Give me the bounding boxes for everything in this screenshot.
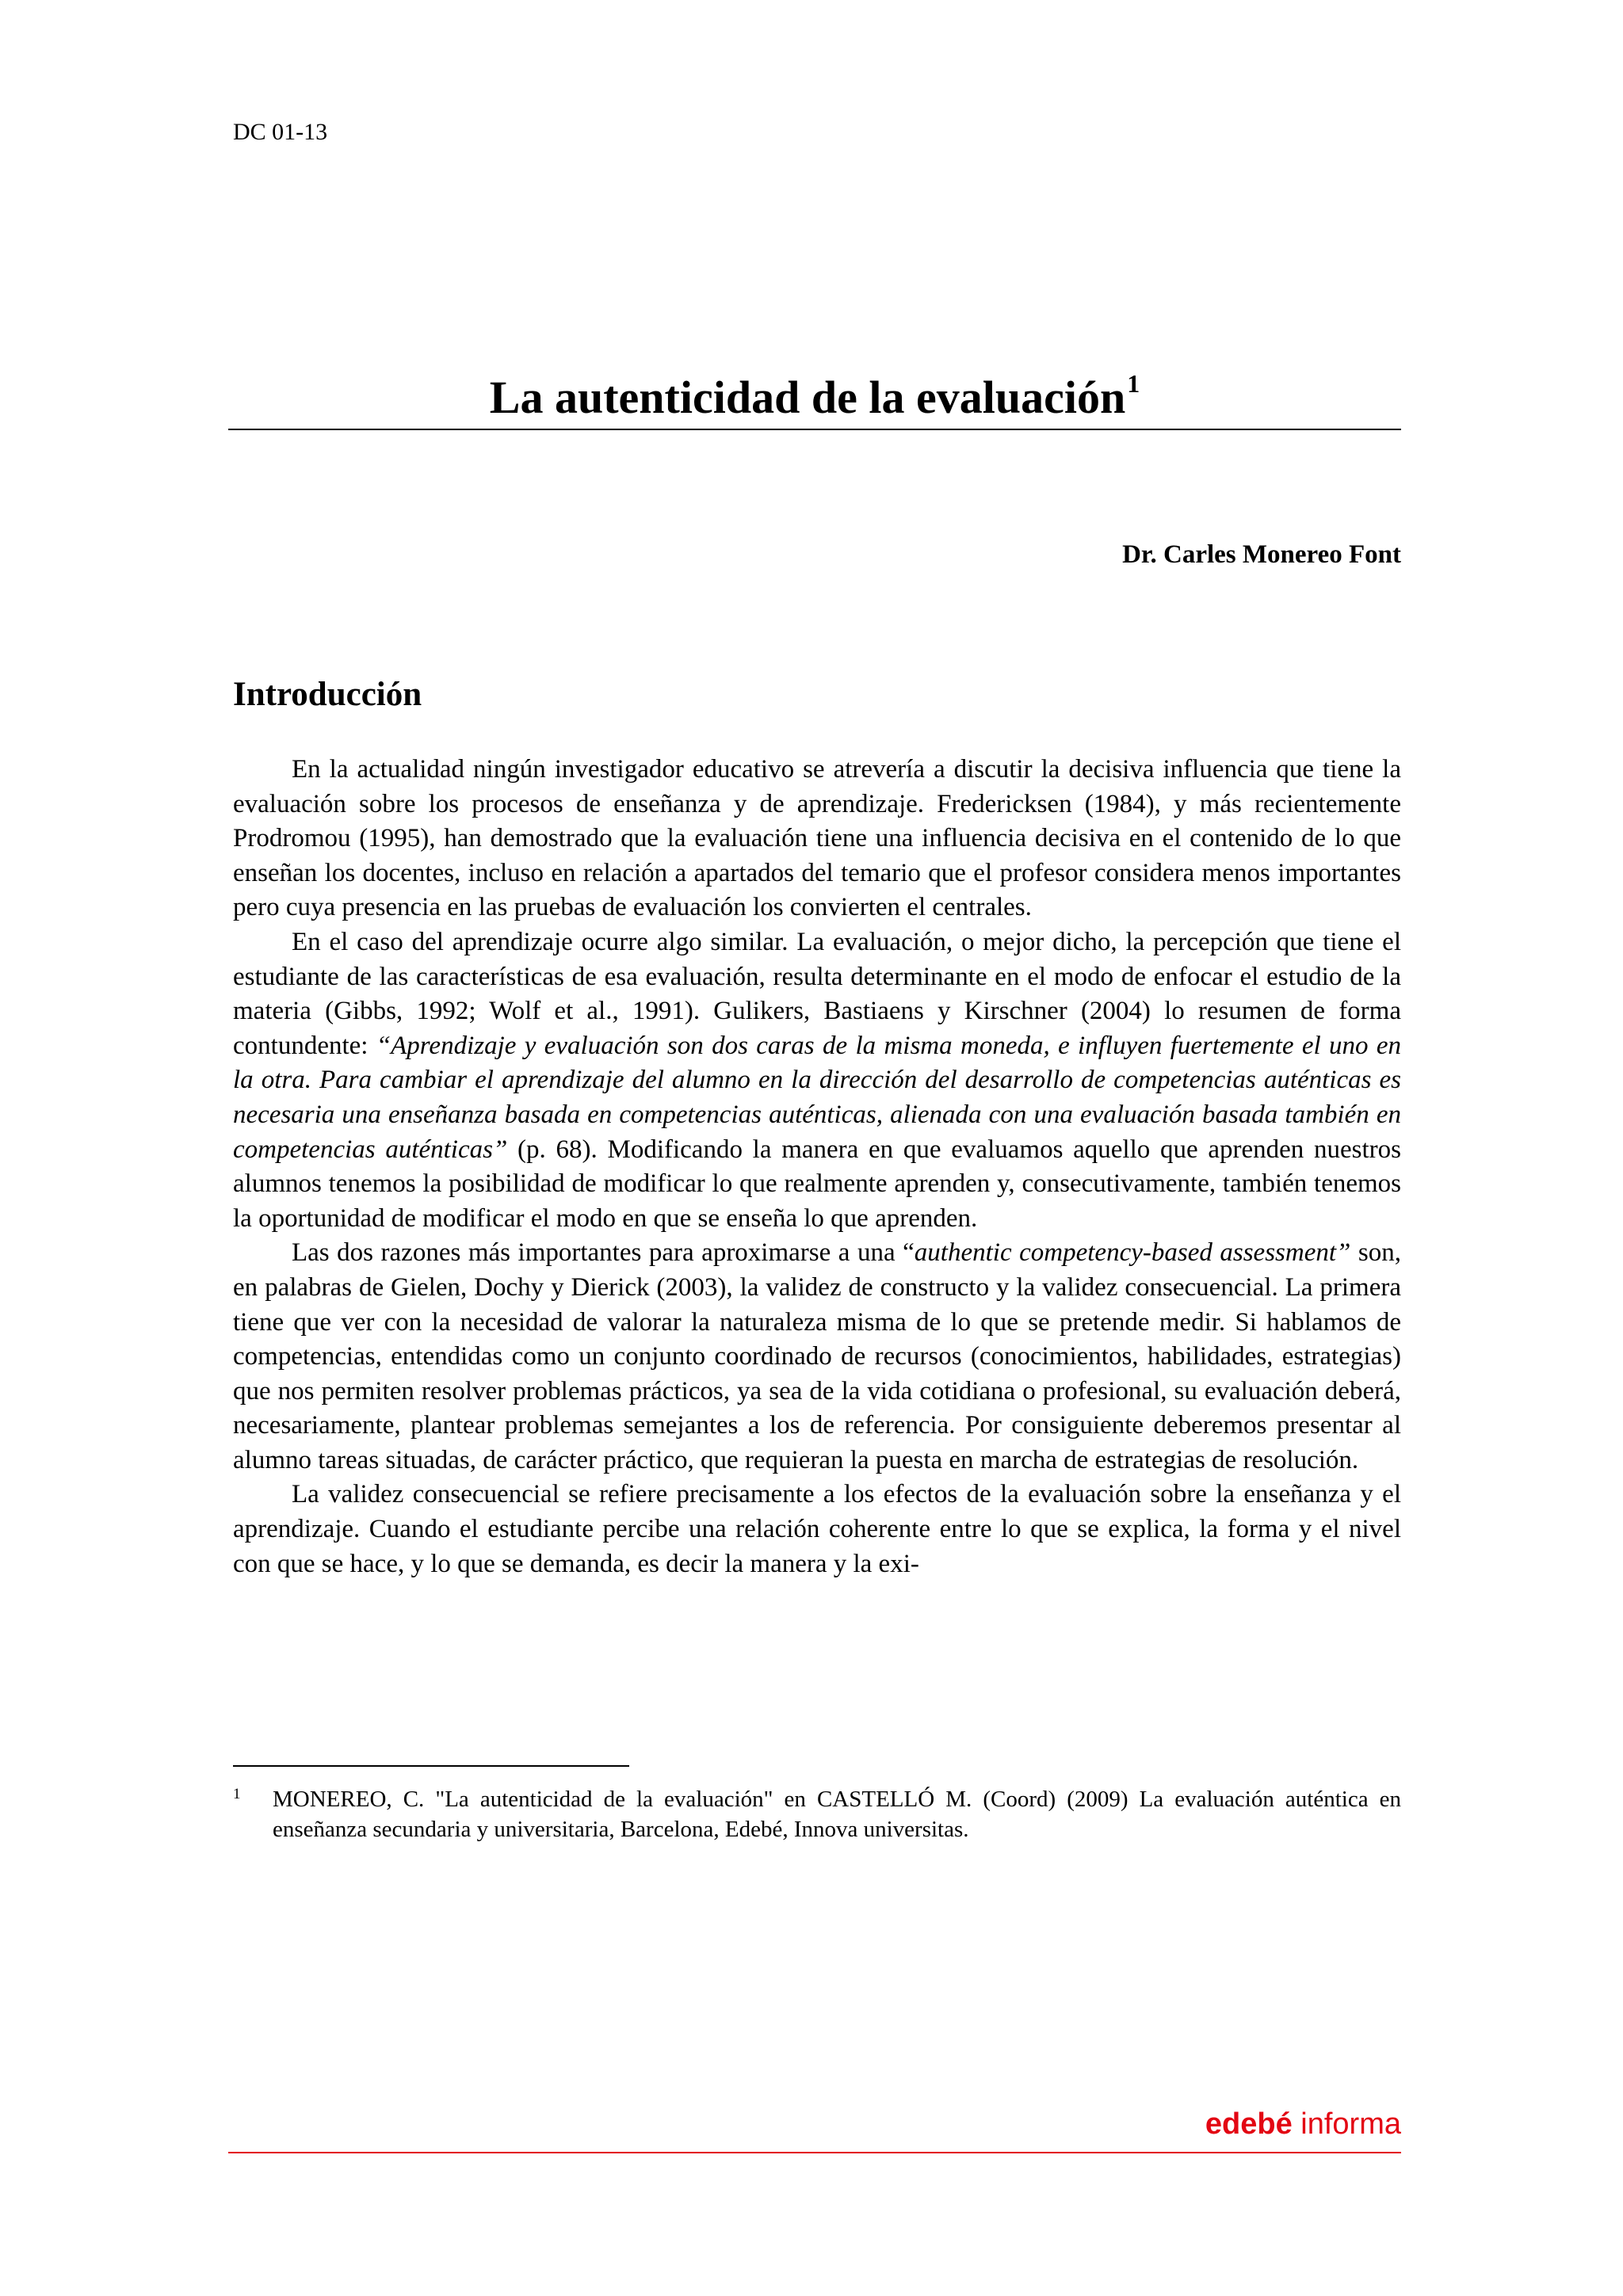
page-title — [228, 368, 1401, 425]
brand-name: edebé — [1205, 2107, 1293, 2141]
footnote-divider — [233, 1765, 629, 1767]
footnote-text: MONEREO, C. "La autenticidad de la evaluación" en CASTELLÓ M. (Coord) (2009) La evaluación auténtica en enseñanza secundaria y universitaria, Barcelona, Edebé, Innova universitas. — [273, 1787, 1401, 1842]
paragraph-text: son, en palabras de Gielen, Dochy y Dierick (2003), la validez de constructo y la validez consecuencial. La primera tiene que ver con la necesidad de valorar la naturaleza misma de lo que se pretende medir. Si hablamos de competencias, entendidas como un conjunto coordinado de recursos (conocimientos, habilidades, estrategias) que nos permiten resolver problemas prácticos, ya sea de la vida cotidiana o profesional, su evaluación deberá, necesariamente, plantear problemas semejantes a los de referencia. Por consiguiente deberemos presentar al alumno tareas situadas, de carácter práctico, que requieran la puesta en marcha de estrategias de resolución. — [233, 1238, 1402, 1474]
emphasis-text: authentic competency-based assessment” — [914, 1238, 1351, 1268]
paragraph-2 — [233, 925, 1401, 1236]
title-text: La autenticidad de la evaluación — [489, 372, 1126, 423]
brand-suffix: informa — [1292, 2107, 1401, 2141]
author-name: Dr. Carles Monereo Font — [1122, 540, 1401, 569]
paragraph-text: Las dos razones más importantes para aproximarse a una “ — [292, 1238, 915, 1268]
paragraph-text: La validez consecuencial se refiere precisamente a los efectos de la evaluación sobre la enseñanza y el aprendizaje. Cuando el estudiante percibe una relación coherente entre lo que se explica, la forma y el nivel con que se hace, y lo que se demanda, es decir la manera y la exi- — [233, 1480, 1401, 1578]
paragraph-text: En la actualidad ningún investigador educativo se atrevería a discutir la decisiva influencia que tiene la evaluación sobre los procesos de enseñanza y de aprendizaje. Fredericksen (1984), y más recientemente Prodromou (1995), han demostrado que la evaluación tiene una influencia decisiva en el contenido de lo que enseñan los docentes, incluso en relación a apartados del temario que el profesor considera menos importantes pero cuya presencia en las pruebas de evaluación los convierten el centrales. — [233, 755, 1401, 922]
paragraph-4 — [233, 1478, 1401, 1581]
quotation-text: “Aprendizaje y evaluación son dos caras de la misma moneda, e influyen fuertemente el uno en la otra. Para cambiar el aprendizaje del alumno en la dirección del desarrollo de competencias auténticas es necesaria una enseñanza basada en competencias auténticas, alienada con una evaluación basada también en competencias auténticas” — [233, 1031, 1401, 1164]
paragraph-1 — [233, 753, 1401, 925]
section-heading: Introducción — [233, 676, 422, 713]
paragraph-3 — [233, 1236, 1401, 1478]
footnote — [233, 1784, 1401, 1844]
title-footnote-ref[interactable]: 1 — [1127, 369, 1140, 398]
brand-logo — [1205, 2107, 1401, 2142]
paragraph-text: (p. 68). Modificando la manera en que evaluamos aquello que aprenden nuestros alumnos tenemos la posibilidad de modificar lo que realmente aprenden y, consecutivamente, también tenemos la oportunidad de modificar el modo en que se enseña lo que aprenden. — [233, 1135, 1402, 1233]
body-text — [233, 753, 1401, 1581]
paragraph-text: En el caso del aprendizaje ocurre algo similar. La evaluación, o mejor dicho, la percepción que tiene el estudiante de las características de esa evaluación, resulta determinante en el modo de enfocar el estudio de la materia (Gibbs, 1992; Wolf et al., 1991). Gulikers, Bastiaens y Kirschner (2004) lo resumen de forma contundente: — [233, 927, 1401, 1060]
document-code: DC 01-13 — [233, 119, 328, 145]
title-divider — [228, 429, 1401, 430]
footnote-mark: 1 — [233, 1786, 241, 1802]
brand-divider — [228, 2152, 1401, 2153]
